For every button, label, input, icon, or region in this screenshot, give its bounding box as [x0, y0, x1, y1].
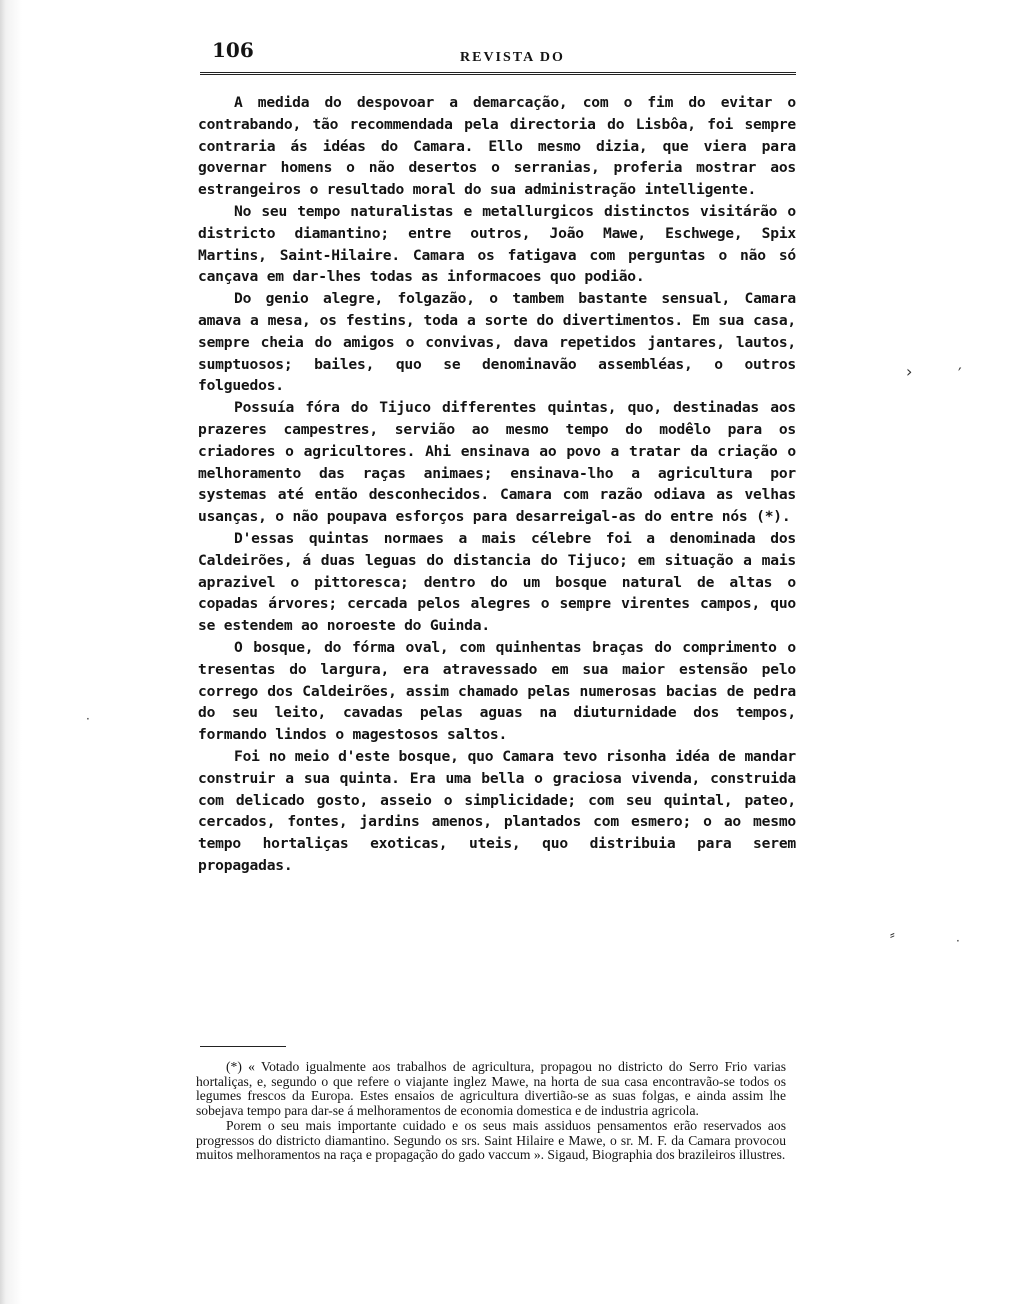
ink-speck-mark: ⸗ — [890, 927, 895, 943]
paragraph: Foi no meio d'este bosque, quo Camara tevo risonha idéa de mandar construir a sua quinta. Era uma bella o graciosa vivenda, construida com delicado gosto, asseio o simplicidade; com seu quintal, pateo, cercados, fontes, jardins amenos, plantados com esmero; o ao mesmo tempo hortaliças exoticas, uteis, quo distribuia para serem propagadas. — [198, 747, 796, 874]
paragraph: Possuía fóra do Tijuco differentes quintas, quo, destinadas aos prazeres campestres, servião ao mesmo tempo do modêlo para os criadores o agricultores. Ahi ensinava ao povo a tratar da criação o melhoramento das raças animaes; ensinava-lho a agricultura por systemas até então desconhecidos. Camara com razão odiava as velhas usanças, o não poupava esforços para desarreigal-as do entre nós (*). — [198, 399, 796, 526]
ink-speck-mark: · — [86, 712, 90, 726]
running-head: REVISTA DO — [460, 50, 565, 65]
footnote-rule — [200, 1046, 286, 1047]
paragraph: A medida do despovoar a demarcação, com o fim do evitar o contrabando, tão recommendada pela directoria do Lisbôa, foi sempre contraria ás idéas do Camara. Ello mesmo dizia, que viera para governar homens o não desertos o serranias, proferia mostrar aos estrangeiros o resultado moral do sua administração intelligente. — [198, 94, 796, 199]
main-text — [198, 92, 796, 877]
footnote-paragraph: (*) « Votado igualmente aos trabalhos de agricultura, propagou no districto do Serro Frio varias hortaliças, e, segundo o que refere o viajante inglez Mawe, na horta de sua casa encontravão-se todos os legumes frescos da Europa. Estes ensaios de agricultura divertião-se as suas folgas, e ainda assim lhe sobejava tempo para dar-se á melhoramentos de economia domestica e de industria agricola. — [196, 1059, 786, 1119]
footnote-paragraph: Porem o seu mais importante cuidado e os seus mais assiduos pensamentos erão reservados aos progressos do districto diamantino. Segundo os srs. Saint Hilaire e Mawe, o sr. M. F. da Camara provocou muitos melhoramentos na raça e propagação do gado vaccum ». Sigaud, Biographia dos brazileiros illustres. — [196, 1117, 786, 1163]
header-rule — [200, 72, 796, 75]
paragraph: No seu tempo naturalistas e metallurgicos distinctos visitárão o districto diamantino; entre outros, João Mawe, Eschwege, Spix Martins, Saint-Hilaire. Camara os fatigava com perguntas o não só cançava em dar-lhes todas as informacoes quo podião. — [198, 202, 796, 286]
footnotes — [196, 1060, 786, 1163]
page-number: 106 — [212, 38, 254, 62]
paragraph: D'essas quintas normaes a mais célebre foi a denominada dos Caldeirões, á duas leguas do distancia do Tijuco; em situação a mais aprazivel o pittoresca; dentro do um bosque natural de altas o copadas árvores; cercada pelos alegres o sempre virentes campos, quo se estendem ao noroeste do Guinda. — [198, 529, 796, 635]
ink-speck-mark: ′ — [958, 364, 962, 383]
ink-speck-mark: · — [956, 934, 960, 948]
ink-speck-mark: › — [906, 362, 913, 381]
paragraph: Do genio alegre, folgazão, o tambem bastante sensual, Camara amava a mesa, os festins, toda a sorte do divertimentos. Em sua casa, sempre cheia do amigos o convivas, dava repetidos jantares, lautos, sumptuosos; bailes, quo se denominavão assembléas, o outros folguedos. — [198, 290, 796, 395]
scan-shadow-edge — [0, 0, 24, 1304]
paragraph: O bosque, do fórma oval, com quinhentas braças do comprimento o tresentas do largura, era atravessado em sua maior estensão pelo corrego dos Caldeirões, assim chamado pelas numerosas bacias de pedra do seu leito, cavadas pelas aguas na diuturnidade dos tempos, formando lindos o magestosos saltos. — [198, 638, 796, 744]
